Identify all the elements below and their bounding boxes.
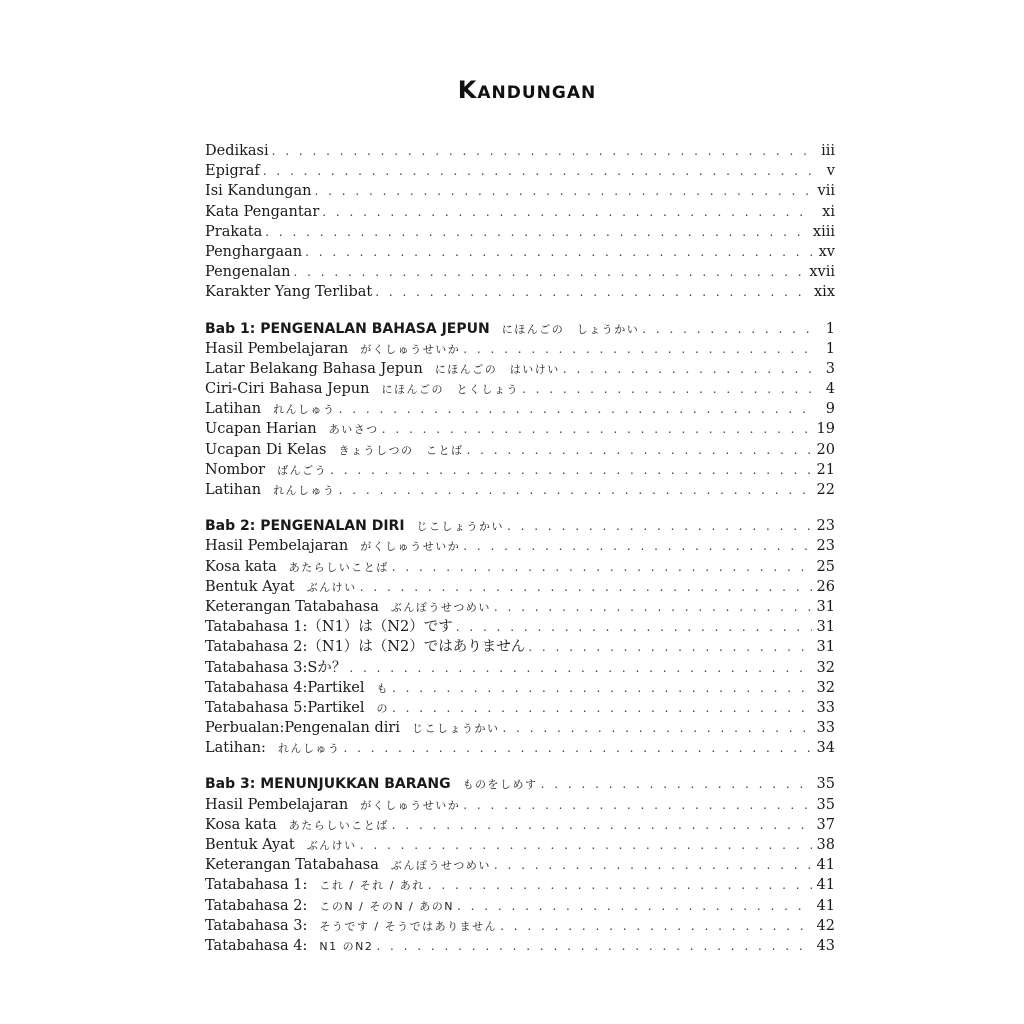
toc-entry-label: Tatabahasa 1:（N1）は（N2）です	[205, 619, 453, 636]
toc-page-number: iii	[821, 143, 835, 159]
toc-entry	[205, 242, 835, 262]
toc-section	[205, 141, 835, 303]
toc-entry-label: Penghargaan	[205, 243, 303, 260]
toc-entry-label: Latihan	[205, 401, 262, 418]
toc-entry-label: Hasil Pembelajaran	[205, 538, 349, 555]
toc-page-number: 25	[816, 558, 835, 575]
toc-entry	[205, 262, 835, 282]
toc-entry	[205, 557, 835, 577]
toc-entry	[205, 460, 835, 480]
dot-leader	[528, 637, 812, 657]
toc-page-number: 31	[816, 598, 835, 615]
dot-leader	[382, 419, 812, 439]
toc-entry-japanese: これ / それ / あれ	[319, 879, 425, 893]
toc-page-number: 20	[816, 441, 835, 458]
toc-entry-label: Tatabahasa 4:	[205, 937, 308, 954]
toc-entry	[205, 282, 835, 302]
toc-entry-japanese: れんしゅう	[277, 742, 341, 756]
toc-entry-label: Latar Belakang Bahasa Jepun	[205, 360, 423, 377]
toc-entry-label: Tatabahasa 1:	[205, 877, 308, 894]
toc-entry-japanese: あたらしいことば	[288, 560, 389, 574]
toc-page-number: vii	[817, 183, 835, 200]
toc-entry	[205, 597, 835, 617]
dot-leader	[305, 242, 812, 262]
toc-entry-label: Tatabahasa 3:	[205, 917, 308, 934]
toc-page-number: xi	[822, 203, 835, 220]
toc-entry	[205, 815, 835, 835]
toc-entry	[205, 738, 835, 758]
toc-entry-label: Bab 2: PENGENALAN DIRI	[205, 518, 405, 535]
dot-leader	[494, 855, 812, 875]
toc-page-number: 23	[816, 538, 835, 555]
toc-entry	[205, 936, 835, 956]
toc-entry-japanese: がくしゅうせいか	[360, 798, 461, 812]
dot-leader	[339, 399, 812, 419]
toc-entry-japanese: にほんごの とくしょう	[381, 383, 519, 397]
dot-leader	[322, 202, 812, 222]
toc-page-number: 32	[816, 679, 835, 696]
toc-entry-label: Ciri-Ciri Bahasa Jepun	[205, 381, 370, 398]
toc-entry-label: Bab 3: MENUNJUKKAN BARANG	[205, 776, 451, 793]
toc-entry	[205, 875, 835, 895]
toc-entry-label: Karakter Yang Terlibat	[205, 284, 373, 301]
toc-entry	[205, 480, 835, 500]
dot-leader	[392, 678, 812, 698]
toc-entry-japanese: N1 のN2	[319, 939, 374, 953]
dot-leader	[463, 536, 812, 556]
toc-entry	[205, 359, 835, 379]
dot-leader	[263, 161, 812, 181]
dot-leader	[265, 222, 810, 242]
toc-page-number: 4	[825, 381, 835, 398]
toc-page-number: v	[826, 163, 835, 180]
dot-leader	[642, 319, 812, 339]
toc-entry-japanese: の	[376, 701, 390, 715]
toc-entry-label: Pengenalan	[205, 264, 291, 281]
toc-page-number: xvii	[809, 264, 835, 281]
toc-entry-label: Keterangan Tatabahasa	[205, 598, 379, 615]
table-of-contents	[205, 141, 835, 972]
toc-page-number: 26	[816, 578, 835, 595]
toc-entry-japanese: ぶんけい	[306, 839, 357, 852]
dot-leader	[463, 339, 812, 359]
toc-page-number: 41	[816, 857, 835, 874]
dot-leader	[294, 262, 807, 282]
toc-section	[205, 319, 835, 501]
dot-leader	[507, 516, 812, 536]
toc-page-number: 38	[816, 837, 835, 853]
toc-entry-japanese: このN / そのN / あのN	[319, 899, 454, 913]
dot-leader	[457, 896, 812, 916]
toc-entry	[205, 637, 835, 657]
toc-page-number: xiii	[812, 223, 835, 240]
toc-entry-label: Tatabahasa 2:	[205, 897, 308, 914]
dot-leader	[456, 617, 812, 637]
toc-entry-label: Bentuk Ayat	[205, 578, 295, 595]
toc-entry-label: Kosa kata	[205, 816, 277, 833]
toc-page-number: 1	[825, 320, 835, 337]
toc-entry-japanese: あいさつ	[328, 423, 379, 437]
toc-entry-japanese: ぶんぽうせつめい	[390, 859, 491, 873]
toc-entry	[205, 379, 835, 399]
dot-leader	[375, 282, 811, 302]
toc-entry	[205, 617, 835, 637]
dot-leader	[330, 460, 812, 480]
toc-entry	[205, 399, 835, 419]
toc-entry	[205, 577, 835, 597]
dot-leader	[314, 181, 812, 201]
toc-entry-japanese: がくしゅうせいか	[360, 540, 461, 554]
dot-leader	[349, 658, 812, 678]
toc-chapter-heading	[205, 774, 835, 794]
toc-page-number: xv	[818, 243, 835, 260]
toc-page-number: 33	[816, 699, 835, 716]
toc-entry-label: Hasil Pembelajaran	[205, 340, 349, 357]
toc-page-number: 35	[816, 776, 835, 793]
toc-entry	[205, 658, 835, 678]
toc-entry-japanese: ぶんけい	[306, 580, 357, 594]
toc-page-number: 35	[816, 796, 835, 813]
dot-leader	[272, 141, 812, 161]
toc-entry	[205, 141, 835, 161]
toc-page-number: 23	[816, 518, 835, 535]
dot-leader	[466, 440, 812, 460]
toc-entry-label: Keterangan Tatabahasa	[205, 857, 379, 874]
toc-entry-japanese: れんしゅう	[273, 403, 336, 417]
toc-entry-japanese: じこしょうかい	[416, 520, 505, 534]
toc-entry-label: Ucapan Di Kelas	[205, 441, 327, 458]
toc-chapter-heading	[205, 319, 835, 339]
toc-entry-label: Nombor	[205, 461, 266, 478]
toc-entry	[205, 440, 835, 460]
toc-entry-japanese: きょうしつの ことば	[338, 443, 464, 457]
toc-entry	[205, 896, 835, 916]
toc-entry-label: Kata Pengantar	[205, 203, 320, 220]
toc-entry-label: Hasil Pembelajaran	[205, 796, 349, 813]
toc-page-number: 3	[825, 360, 835, 377]
toc-entry	[205, 855, 835, 875]
dot-leader	[502, 718, 812, 738]
toc-entry	[205, 181, 835, 201]
dot-leader	[392, 557, 812, 577]
toc-page-number: 33	[816, 720, 835, 737]
dot-leader	[360, 835, 812, 855]
toc-entry	[205, 678, 835, 698]
dot-leader	[360, 577, 812, 597]
toc-page-number: 34	[816, 740, 835, 757]
toc-entry-label: Dedikasi	[205, 143, 269, 159]
dot-leader	[392, 815, 812, 835]
toc-entry-japanese: じこしょうかい	[411, 722, 500, 736]
dot-leader	[343, 738, 812, 758]
toc-entry-japanese: ものをしめす	[462, 778, 538, 792]
toc-entry-japanese: ぶんぽうせつめい	[390, 600, 491, 614]
toc-page-number: 9	[825, 401, 835, 418]
toc-entry	[205, 202, 835, 222]
toc-entry	[205, 916, 835, 936]
toc-entry	[205, 718, 835, 738]
toc-page-number: 19	[816, 421, 835, 438]
dot-leader	[494, 597, 812, 617]
dot-leader	[563, 359, 812, 379]
toc-entry	[205, 536, 835, 556]
toc-entry-label: Tatabahasa 2:（N1）は（N2）ではありません	[205, 639, 526, 656]
toc-entry-label: Bentuk Ayat	[205, 837, 295, 853]
toc-entry-japanese: も	[376, 681, 390, 695]
dot-leader	[541, 774, 812, 794]
toc-entry-label: Kosa kata	[205, 558, 277, 575]
toc-entry-japanese: あたらしいことば	[288, 818, 389, 832]
dot-leader	[522, 379, 812, 399]
toc-entry-japanese: がくしゅうせいか	[360, 342, 461, 356]
toc-page-number: 41	[816, 877, 835, 894]
toc-entry-label: Latihan	[205, 482, 262, 498]
toc-entry-japanese: れんしゅう	[273, 484, 336, 497]
toc-entry-japanese: そうです / そうではありません	[319, 919, 498, 933]
toc-entry-japanese: ばんごう	[277, 463, 328, 477]
page-title: Kandungan	[457, 76, 597, 104]
toc-entry-label: Tatabahasa 3:Sか？	[205, 659, 347, 676]
toc-entry	[205, 835, 835, 855]
toc-entry-label: Tatabahasa 5:Partikel	[205, 699, 365, 716]
toc-entry	[205, 339, 835, 359]
toc-page-number: 22	[816, 482, 835, 498]
toc-page-number: 32	[816, 659, 835, 676]
toc-entry-japanese: にほんごの はいけい	[434, 362, 560, 376]
toc-page-number: 42	[816, 917, 835, 934]
toc-entry-label: Isi Kandungan	[205, 183, 312, 200]
toc-entry-label: Tatabahasa 4:Partikel	[205, 679, 365, 696]
toc-page-number: 31	[816, 639, 835, 656]
toc-entry	[205, 161, 835, 181]
toc-page-number: xix	[814, 284, 835, 301]
toc-entry	[205, 222, 835, 242]
dot-leader	[428, 875, 812, 895]
toc-page-number: 37	[816, 816, 835, 833]
toc-page-number: 41	[816, 897, 835, 914]
dot-leader	[392, 698, 812, 718]
toc-section	[205, 516, 835, 758]
toc-entry	[205, 419, 835, 439]
dot-leader	[500, 916, 812, 936]
toc-entry-japanese: にほんごの しょうかい	[501, 322, 640, 336]
toc-page-number: 1	[825, 340, 835, 357]
dot-leader	[463, 795, 812, 815]
toc-entry-label: Ucapan Harian	[205, 421, 317, 438]
toc-entry-label: Bab 1: PENGENALAN BAHASA JEPUN	[205, 320, 490, 337]
toc-page-number: 31	[816, 619, 835, 636]
toc-entry-label: Latihan:	[205, 740, 266, 757]
dot-leader	[339, 480, 812, 500]
dot-leader	[376, 936, 812, 956]
toc-entry-label: Prakata	[205, 223, 263, 240]
toc-page-number: 21	[816, 461, 835, 478]
toc-entry	[205, 698, 835, 718]
toc-entry	[205, 795, 835, 815]
toc-page-number: 43	[816, 937, 835, 954]
toc-chapter-heading	[205, 516, 835, 536]
toc-section	[205, 774, 835, 956]
toc-entry-label: Perbualan:Pengenalan diri	[205, 720, 400, 737]
toc-entry-label: Epigraf	[205, 163, 260, 180]
